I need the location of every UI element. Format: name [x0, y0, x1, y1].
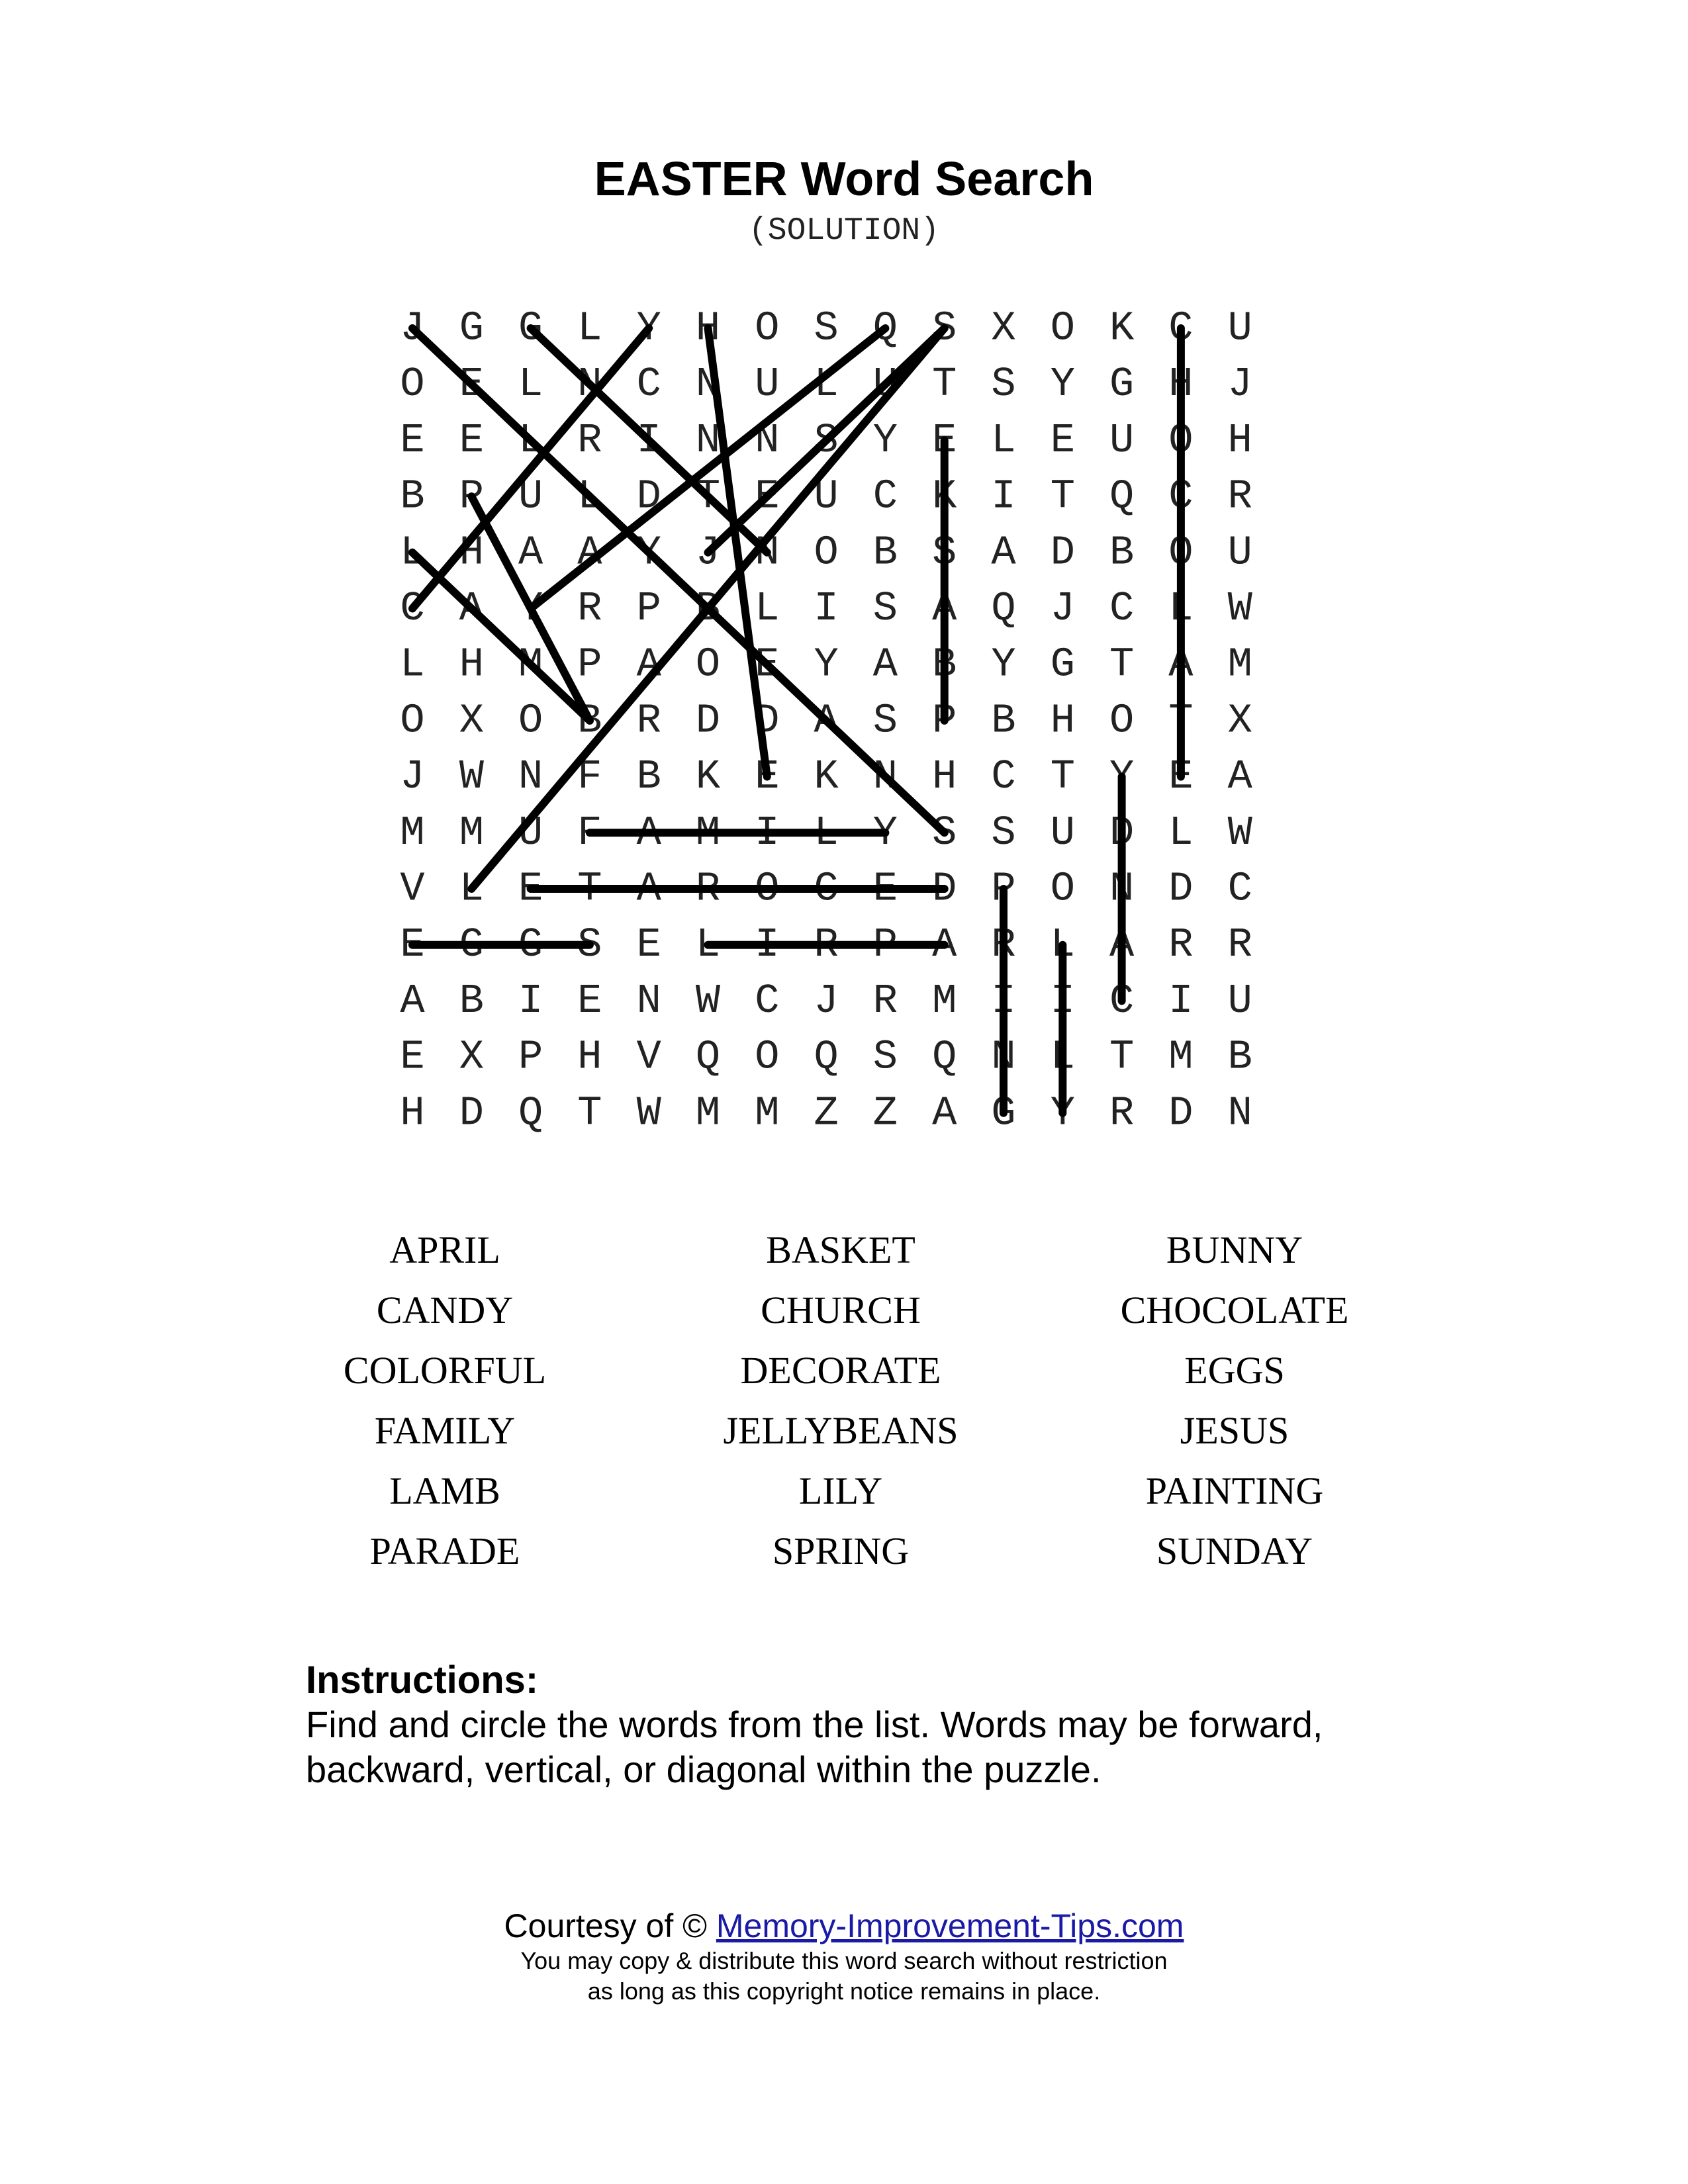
grid-letter: E	[400, 1033, 425, 1081]
grid-letter: O	[755, 304, 780, 352]
grid-letter: L	[1050, 1033, 1075, 1081]
word-list-item: FAMILY	[374, 1409, 516, 1452]
grid-letter: Y	[1050, 1089, 1075, 1137]
grid-letter: E	[755, 753, 780, 801]
copyright-notice-line-2: as long as this copyright notice remains in place.	[587, 1978, 1101, 2005]
grid-letter: W	[1227, 585, 1252, 632]
grid-letter: K	[1109, 304, 1135, 352]
word-list-item: CANDY	[376, 1289, 514, 1332]
grid-letter: M	[459, 809, 484, 856]
grid-letter: H	[459, 529, 484, 576]
grid-letter: A	[518, 529, 543, 576]
grid-letter: L	[991, 416, 1016, 464]
grid-letter: C	[400, 585, 425, 632]
grid-letter: A	[872, 641, 898, 688]
word-list-item: SUNDAY	[1156, 1529, 1313, 1572]
grid-letter: H	[1050, 697, 1075, 745]
grid-letter: H	[1227, 416, 1252, 464]
website-link[interactable]: Memory-Improvement-Tips.com	[716, 1907, 1184, 1944]
grid-letter: G	[991, 1089, 1016, 1137]
grid-letter: A	[1168, 641, 1194, 688]
word-list-item: PARADE	[369, 1529, 520, 1572]
grid-letter: U	[814, 473, 839, 520]
grid-letter: U	[518, 809, 543, 856]
grid-letter: U	[872, 361, 898, 408]
grid-letter: Z	[814, 1089, 839, 1137]
grid-letter: P	[636, 585, 661, 632]
grid-letter: E	[932, 416, 957, 464]
grid-letter: Q	[872, 304, 898, 352]
word-list-item: LAMB	[389, 1469, 500, 1512]
word-list-item: JELLYBEANS	[723, 1409, 959, 1452]
grid-letter: V	[400, 865, 425, 913]
grid-letter: L	[400, 641, 425, 688]
grid-letter: A	[932, 585, 957, 632]
grid-letter: L	[518, 361, 543, 408]
grid-letter: X	[1227, 697, 1252, 745]
grid-letter: M	[695, 1089, 721, 1137]
grid-letter: E	[400, 921, 425, 969]
grid-letter: C	[755, 977, 780, 1024]
grid-letter: B	[400, 473, 425, 520]
grid-letter: U	[1227, 529, 1252, 576]
instructions-heading: Instructions:	[306, 1659, 539, 1702]
grid-letter: P	[518, 1033, 543, 1081]
grid-letter: B	[991, 697, 1016, 745]
grid-letter: T	[932, 361, 957, 408]
grid-letter: I	[814, 585, 839, 632]
grid-letter: O	[518, 697, 543, 745]
grid-letter: P	[991, 865, 1016, 913]
grid-letter: B	[577, 697, 602, 745]
grid-letter: D	[695, 697, 721, 745]
grid-letter: A	[932, 921, 957, 969]
grid-letter: A	[814, 697, 839, 745]
grid-letter: M	[518, 641, 543, 688]
grid-letter: L	[755, 585, 780, 632]
grid-letter: P	[932, 697, 957, 745]
grid-letter: E	[755, 641, 780, 688]
grid-letter: L	[1050, 921, 1075, 969]
grid-letter: L	[1168, 809, 1194, 856]
word-list-item: CHURCH	[761, 1289, 921, 1332]
grid-letter: L	[814, 361, 839, 408]
grid-letter: N	[872, 753, 898, 801]
grid-letter: N	[1109, 865, 1135, 913]
grid-letter: G	[459, 304, 484, 352]
grid-letter: Y	[518, 585, 543, 632]
grid-letter: I	[755, 809, 780, 856]
grid-letter: O	[755, 1033, 780, 1081]
word-list-item: LILY	[798, 1469, 883, 1512]
grid-letter: U	[1109, 416, 1135, 464]
grid-letter: L	[400, 529, 425, 576]
grid-letter: B	[1109, 529, 1135, 576]
grid-letter: K	[932, 473, 957, 520]
word-list-item: SPRING	[772, 1529, 910, 1572]
grid-letter: G	[1109, 361, 1135, 408]
grid-letter: C	[1168, 304, 1194, 352]
grid-letter: H	[577, 1033, 602, 1081]
grid-letter: E	[459, 416, 484, 464]
grid-letter: N	[991, 1033, 1016, 1081]
grid-letter: A	[636, 865, 661, 913]
grid-letter: M	[1227, 641, 1252, 688]
grid-letter: D	[1050, 529, 1075, 576]
grid-letter: D	[1109, 809, 1135, 856]
word-list-item: DECORATE	[740, 1349, 941, 1392]
grid-letter: I	[1050, 977, 1075, 1024]
page-subtitle: (SOLUTION)	[748, 213, 940, 249]
copyright-notice-line-1: You may copy & distribute this word search without restriction	[520, 1947, 1168, 1974]
grid-letter: N	[1227, 1089, 1252, 1137]
grid-letter: Q	[518, 1089, 543, 1137]
grid-letter: Q	[814, 1033, 839, 1081]
grid-letter: Q	[932, 1033, 957, 1081]
grid-letter: B	[1227, 1033, 1252, 1081]
grid-letter: N	[755, 416, 780, 464]
grid-letter: B	[695, 585, 721, 632]
grid-letter: Y	[1050, 361, 1075, 408]
grid-letter: S	[932, 809, 957, 856]
grid-letter: C	[872, 473, 898, 520]
grid-letter: W	[636, 1089, 661, 1137]
grid-letter: C	[814, 865, 839, 913]
grid-letter: O	[1050, 304, 1075, 352]
grid-letter: A	[577, 529, 602, 576]
grid-letter: M	[400, 809, 425, 856]
grid-letter: E	[459, 361, 484, 408]
grid-letter: Z	[872, 1089, 898, 1137]
grid-letter: R	[577, 585, 602, 632]
grid-letter: W	[1227, 809, 1252, 856]
grid-letter: H	[695, 304, 721, 352]
grid-letter: L	[814, 809, 839, 856]
grid-letter: Q	[695, 1033, 721, 1081]
grid-letter: R	[1168, 921, 1194, 969]
grid-letter: N	[577, 361, 602, 408]
grid-letter: O	[1050, 865, 1075, 913]
grid-letter: J	[814, 977, 839, 1024]
grid-letter: U	[518, 473, 543, 520]
grid-letter: O	[755, 865, 780, 913]
grid-letter: E	[577, 977, 602, 1024]
grid-letter: O	[400, 361, 425, 408]
grid-letter: H	[932, 753, 957, 801]
grid-letter: R	[991, 921, 1016, 969]
grid-letter: C	[1227, 865, 1252, 913]
grid-letter: J	[695, 529, 721, 576]
grid-letter: E	[1050, 416, 1075, 464]
grid-letter: N	[695, 361, 721, 408]
grid-letter: O	[400, 697, 425, 745]
grid-letter: C	[636, 361, 661, 408]
grid-letter: G	[518, 921, 543, 969]
grid-letter: I	[991, 473, 1016, 520]
grid-letter: E	[518, 865, 543, 913]
grid-letter: O	[814, 529, 839, 576]
grid-letter: C	[1168, 473, 1194, 520]
grid-letter: M	[755, 1089, 780, 1137]
grid-letter: N	[695, 416, 721, 464]
grid-letter: P	[577, 641, 602, 688]
grid-letter: L	[695, 921, 721, 969]
grid-letter: X	[459, 1033, 484, 1081]
grid-letter: Y	[872, 809, 898, 856]
grid-letter: A	[991, 529, 1016, 576]
grid-letter: A	[1227, 753, 1252, 801]
grid-letter: V	[636, 1033, 661, 1081]
grid-letter: S	[872, 697, 898, 745]
grid-letter: S	[932, 304, 957, 352]
grid-letter: G	[459, 921, 484, 969]
grid-letter: I	[755, 921, 780, 969]
grid-letter: S	[577, 921, 602, 969]
word-list-item: COLORFUL	[343, 1349, 547, 1392]
grid-letter: Y	[636, 529, 661, 576]
grid-letter: T	[1109, 1033, 1135, 1081]
grid-letter: L	[577, 304, 602, 352]
grid-letter: C	[991, 753, 1016, 801]
grid-letter: B	[932, 641, 957, 688]
grid-letter: S	[991, 809, 1016, 856]
grid-letter: F	[577, 809, 602, 856]
grid-letter: B	[636, 753, 661, 801]
grid-letter: T	[1050, 753, 1075, 801]
grid-letter: S	[991, 361, 1016, 408]
grid-letter: D	[1168, 1089, 1194, 1137]
grid-letter: U	[1227, 977, 1252, 1024]
grid-letter: D	[1168, 865, 1194, 913]
word-list-item: CHOCOLATE	[1120, 1289, 1349, 1332]
grid-letter: Y	[814, 641, 839, 688]
grid-letter: P	[459, 473, 484, 520]
grid-letter: W	[459, 753, 484, 801]
grid-letter: P	[872, 921, 898, 969]
solution-line-lamb	[412, 553, 590, 721]
grid-letter: R	[1227, 921, 1252, 969]
grid-letter: N	[755, 529, 780, 576]
grid-letter: B	[872, 529, 898, 576]
grid-letter: S	[872, 1033, 898, 1081]
grid-letter: A	[932, 1089, 957, 1137]
grid-letter: I	[636, 416, 661, 464]
word-list-item: JESUS	[1180, 1409, 1289, 1452]
grid-letter: U	[1227, 304, 1252, 352]
grid-letter: R	[1227, 473, 1252, 520]
grid-letter: O	[1109, 697, 1135, 745]
grid-letter: E	[636, 921, 661, 969]
grid-letter: H	[1168, 361, 1194, 408]
grid-letter: R	[1109, 1089, 1135, 1137]
grid-letter: I	[1168, 977, 1194, 1024]
grid-letter: E	[400, 416, 425, 464]
word-list-item: EGGS	[1184, 1349, 1285, 1392]
grid-letter: L	[577, 473, 602, 520]
grid-letter: X	[459, 697, 484, 745]
grid-letter: T	[1168, 697, 1194, 745]
grid-letter: I	[991, 977, 1016, 1024]
grid-letter: R	[814, 921, 839, 969]
grid-letter: F	[577, 753, 602, 801]
grid-letter: K	[814, 753, 839, 801]
grid-letter: S	[814, 304, 839, 352]
grid-letter: Y	[1109, 753, 1135, 801]
grid-letter: L	[459, 865, 484, 913]
grid-letter: T	[695, 473, 721, 520]
page-title: EASTER Word Search	[594, 153, 1094, 206]
grid-letter: A	[459, 585, 484, 632]
grid-letter: D	[755, 697, 780, 745]
grid-letter: I	[518, 977, 543, 1024]
grid-letter: R	[872, 977, 898, 1024]
grid-letter: L	[1168, 585, 1194, 632]
grid-letter: T	[1109, 641, 1135, 688]
grid-letter: Q	[1109, 473, 1135, 520]
grid-letter: S	[814, 416, 839, 464]
grid-letter: U	[755, 361, 780, 408]
grid-letter: A	[1109, 921, 1135, 969]
grid-letter: A	[636, 809, 661, 856]
grid-letter: Y	[636, 304, 661, 352]
grid-letter: O	[1168, 416, 1194, 464]
word-list-item: BUNNY	[1166, 1228, 1303, 1271]
grid-letter: M	[1168, 1033, 1194, 1081]
grid-letter: C	[1109, 977, 1135, 1024]
grid-letter: R	[577, 416, 602, 464]
grid-letter: E	[1168, 753, 1194, 801]
grid-letter: N	[636, 977, 661, 1024]
grid-letter: H	[459, 641, 484, 688]
grid-letter: E	[755, 473, 780, 520]
grid-letter: A	[400, 977, 425, 1024]
grid-letter: E	[872, 865, 898, 913]
grid-letter: W	[695, 977, 721, 1024]
grid-letter: J	[1227, 361, 1252, 408]
grid-letter: B	[459, 977, 484, 1024]
word-list-item: PAINTING	[1145, 1469, 1324, 1512]
grid-letter: H	[400, 1089, 425, 1137]
grid-letter: Y	[872, 416, 898, 464]
grid-letter: A	[636, 641, 661, 688]
grid-letter: T	[1050, 473, 1075, 520]
grid-letter: D	[636, 473, 661, 520]
grid-letter: K	[695, 753, 721, 801]
grid-letter: G	[1050, 641, 1075, 688]
grid-letter: M	[695, 809, 721, 856]
grid-letter: O	[695, 641, 721, 688]
grid-letter: U	[1050, 809, 1075, 856]
instructions-body: Find and circle the words from the list. Words may be forward, backward, vertical, or diagonal within the puzzle.	[306, 1704, 1323, 1790]
grid-letter: N	[518, 753, 543, 801]
grid-letter: J	[400, 753, 425, 801]
grid-letter: T	[577, 865, 602, 913]
word-list-item: APRIL	[389, 1228, 500, 1271]
grid-letter: Y	[991, 641, 1016, 688]
grid-letter: X	[991, 304, 1016, 352]
grid-letter: O	[1168, 529, 1194, 576]
footer	[0, 1906, 1688, 2007]
grid-letter: L	[518, 416, 543, 464]
grid-letter: G	[518, 304, 543, 352]
grid-letter: C	[1109, 585, 1135, 632]
courtesy-text: Courtesy of ©	[504, 1907, 707, 1944]
grid-letter: D	[932, 865, 957, 913]
grid-letter: T	[577, 1089, 602, 1137]
word-list-item: BASKET	[766, 1228, 915, 1271]
grid-letter: S	[872, 585, 898, 632]
grid-letter: D	[459, 1089, 484, 1137]
grid-letter: J	[1050, 585, 1075, 632]
grid-letter: R	[695, 865, 721, 913]
grid-letter: M	[932, 977, 957, 1024]
grid-letter: S	[932, 529, 957, 576]
grid-letter: R	[636, 697, 661, 745]
grid-letter: Q	[991, 585, 1016, 632]
grid-letter: J	[400, 304, 425, 352]
